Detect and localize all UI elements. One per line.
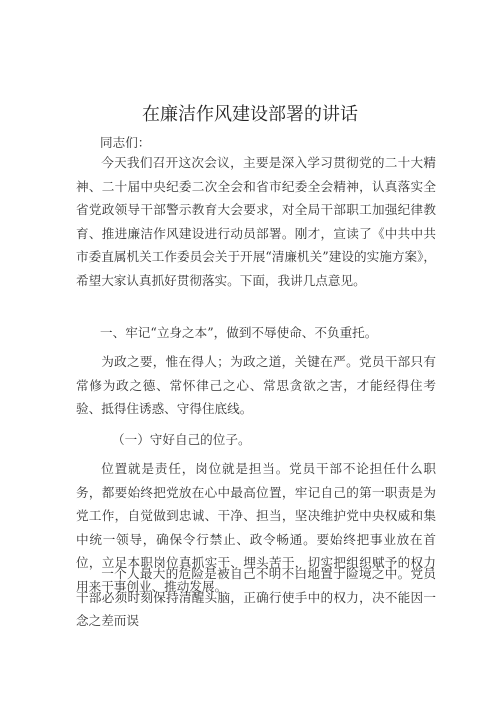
subsection-1-paragraph-1: 位置就是责任，岗位就是担当。党员干部不论担任什么职务，都要始终把党放在心中最高位置，牢记自己的第一职责是为党工作，自觉做到忠诚、干净、担当，坚决维护党中央权威和集中统一领导，确保令行禁止、政令畅通。要始终把事业放在首位，立足本职岗位真抓实干、埋头苦干，切实把组织赋予的权力用来干事创业、推动发展。 <box>76 461 436 594</box>
subsection-heading-1: （一）守好自己的位子。 <box>112 432 251 447</box>
intro-paragraph: 今天我们召开这次会议，主要是深入学习贯彻党的二十大精神、二十届中央纪委二次全会和省市纪委全会精神，认真落实全省党政领导干部警示教育大会要求，对全局干部职工加强纪律教育、推进廉洁作风建设进行动员部署。刚才，宣读了《中共中共市委直属机关工作委员会关于开展“清廉机关”建设的实施方案》，希望大家认真抓好贯彻落实。下面，我讲几点意见。 <box>76 155 436 288</box>
subsection-1-paragraph-2: 一个人最大的危险是被自己不明不白地置于险境之中。党员干部必须时刻保持清醒头脑，正确行使手中的权力，决不能因一念之差而误 <box>76 566 436 628</box>
document-title: 在廉洁作风建设部署的讲话 <box>142 104 358 125</box>
section-heading-1: 一、牢记“立身之本”，做到不辱使命、不负重托。 <box>100 325 378 340</box>
salutation: 同志们： <box>100 135 151 150</box>
section-1-paragraph: 为政之要，惟在得人；为政之道，关键在严。党员干部只有常修为政之德、常怀律己之心、常思贪欲之害，才能经得住考验、抵得住诱惑、守得住底线。 <box>76 354 436 416</box>
